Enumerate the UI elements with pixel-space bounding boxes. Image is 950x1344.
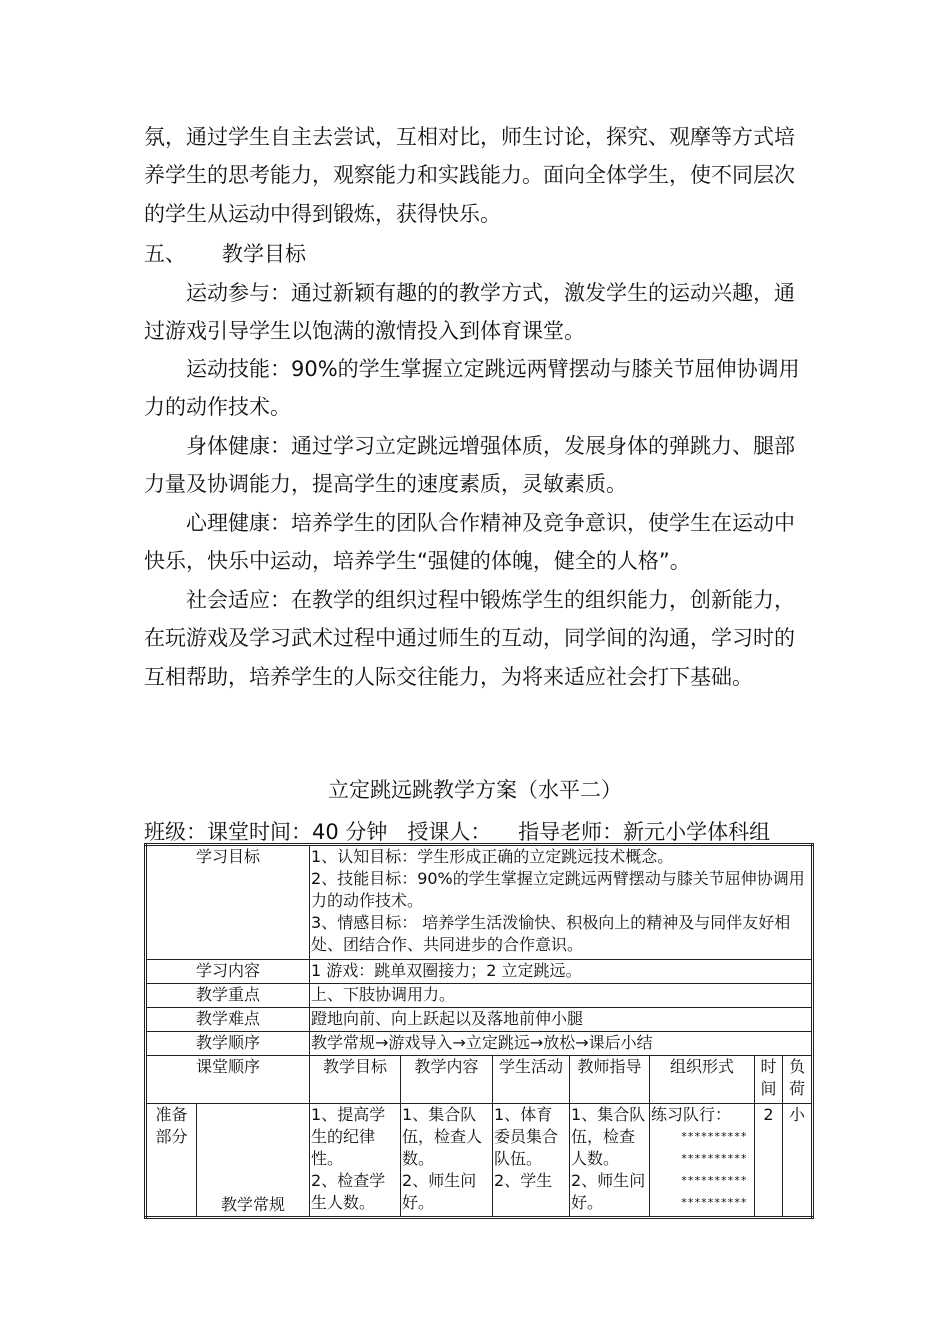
plan-title: 立定跳远跳教学方案（水平二） (328, 778, 622, 802)
paragraph-social: 社会适应：在教学的组织过程中锻炼学生的组织能力，创新能力，在玩游戏及学习武术过程中通过师生的互动，同学间的沟通，学习时的互相帮助，培养学生的人际交往能力，为将来适应社会打下基础。 (144, 588, 795, 689)
header-objective: 教学目标 (310, 1056, 401, 1104)
goal-skill: 2、技能目标：90%的学生掌握立定跳远两臂摆动与膝关节屈伸协调用力的动作技术。 (311, 869, 805, 910)
table-row (146, 984, 813, 1008)
prep-part-label: 准备部分 (146, 1104, 197, 1218)
order-value: 教学常规→游戏导入→立定跳远→放松→课后小结 (310, 1032, 813, 1056)
header-row (146, 1056, 813, 1104)
table-row (146, 1104, 813, 1218)
goal-cognitive: 1、认知目标：学生形成正确的立定跳远技术概念。 (311, 847, 674, 866)
prep-organization (650, 1104, 755, 1218)
prep-objective-2: 2、检查学生人数。 (311, 1171, 386, 1212)
prep-objective-1: 1、提高学生的纪律性。 (311, 1105, 386, 1168)
prep-teacher (570, 1104, 650, 1218)
formation-row: ********** (680, 1130, 748, 1143)
table-row (146, 1008, 813, 1032)
prep-section-label: 教学常规 (197, 1104, 310, 1218)
prep-student-1: 1、体育委员集合队伍。 (494, 1105, 559, 1168)
order-label: 教学顺序 (146, 1032, 310, 1056)
prep-load: 小 (783, 1104, 813, 1218)
prep-content-2: 2、师生问好。 (402, 1171, 477, 1212)
header-student: 学生活动 (493, 1056, 570, 1104)
prep-teacher-1: 1、集合队伍，检查人数。 (571, 1105, 646, 1168)
paragraph-health: 身体健康：通过学习立定跳远增强体质，发展身体的弹跳力、腿部力量及协调能力，提高学生的速度素质，灵敏素质。 (144, 434, 795, 497)
header-time: 时间 (755, 1056, 783, 1104)
section-title: 教学目标 (222, 242, 306, 266)
paragraph-mental: 心理健康：培养学生的团队合作精神及竞争意识，使学生在运动中快乐，快乐中运动，培养学生“强健的体魄，健全的人格”。 (144, 511, 795, 574)
lesson-plan-table (144, 843, 814, 1219)
header-load: 负荷 (783, 1056, 813, 1104)
prep-student (493, 1104, 570, 1218)
organization-label: 练习队行： (651, 1105, 732, 1124)
table-row (146, 960, 813, 984)
difficulty-label: 教学难点 (146, 1008, 310, 1032)
paragraph-skills: 运动技能：90%的学生掌握立定跳远两臂摆动与膝关节屈伸协调用力的动作技术。 (144, 357, 800, 420)
header-organization: 组织形式 (650, 1056, 755, 1104)
goals-label: 学习目标 (146, 845, 310, 960)
plan-info-line: 班级：课堂时间：40 分钟 授课人： 指导老师：新元小学体科组 (144, 820, 771, 844)
header-sequence: 课堂顺序 (146, 1056, 310, 1104)
formation-row: ********** (680, 1174, 748, 1187)
header-content: 教学内容 (401, 1056, 493, 1104)
table-row (146, 845, 813, 960)
header-teacher: 教师指导 (570, 1056, 650, 1104)
prep-teacher-2: 2、师生问好。 (571, 1171, 646, 1212)
formation-row: ********** (680, 1152, 748, 1165)
table-row (146, 1032, 813, 1056)
paragraph-participation: 运动参与：通过新颖有趣的的教学方式，激发学生的运动兴趣，通过游戏引导学生以饱满的激情投入到体育课堂。 (144, 281, 795, 344)
content-value: 1 游戏：跳单双圈接力；2 立定跳远。 (310, 960, 813, 984)
goal-affective: 3、情感目标： 培养学生活泼愉快、积极向上的精神及与同伴友好相处、团结合作、共同进步的合作意识。 (311, 913, 791, 954)
difficulty-value: 蹬地向前、向上跃起以及落地前伸小腿 (310, 1008, 813, 1032)
prep-content (401, 1104, 493, 1218)
prep-student-2: 2、学生 (494, 1171, 553, 1190)
paragraph-intro: 氛，通过学生自主去尝试，互相对比，师生讨论，探究、观摩等方式培养学生的思考能力，观察能力和实践能力。面向全体学生，使不同层次的学生从运动中得到锻炼，获得快乐。 (144, 125, 795, 226)
focus-value: 上、下肢协调用力。 (310, 984, 813, 1008)
prep-content-1: 1、集合队伍，检查人数。 (402, 1105, 483, 1168)
section-number: 五、 (144, 242, 186, 266)
section-heading (144, 235, 306, 273)
goals-cell (310, 845, 813, 960)
prep-objective (310, 1104, 401, 1218)
formation-row: ********** (680, 1196, 748, 1209)
prep-time: 2 (755, 1104, 783, 1218)
content-label: 学习内容 (146, 960, 310, 984)
focus-label: 教学重点 (146, 984, 310, 1008)
